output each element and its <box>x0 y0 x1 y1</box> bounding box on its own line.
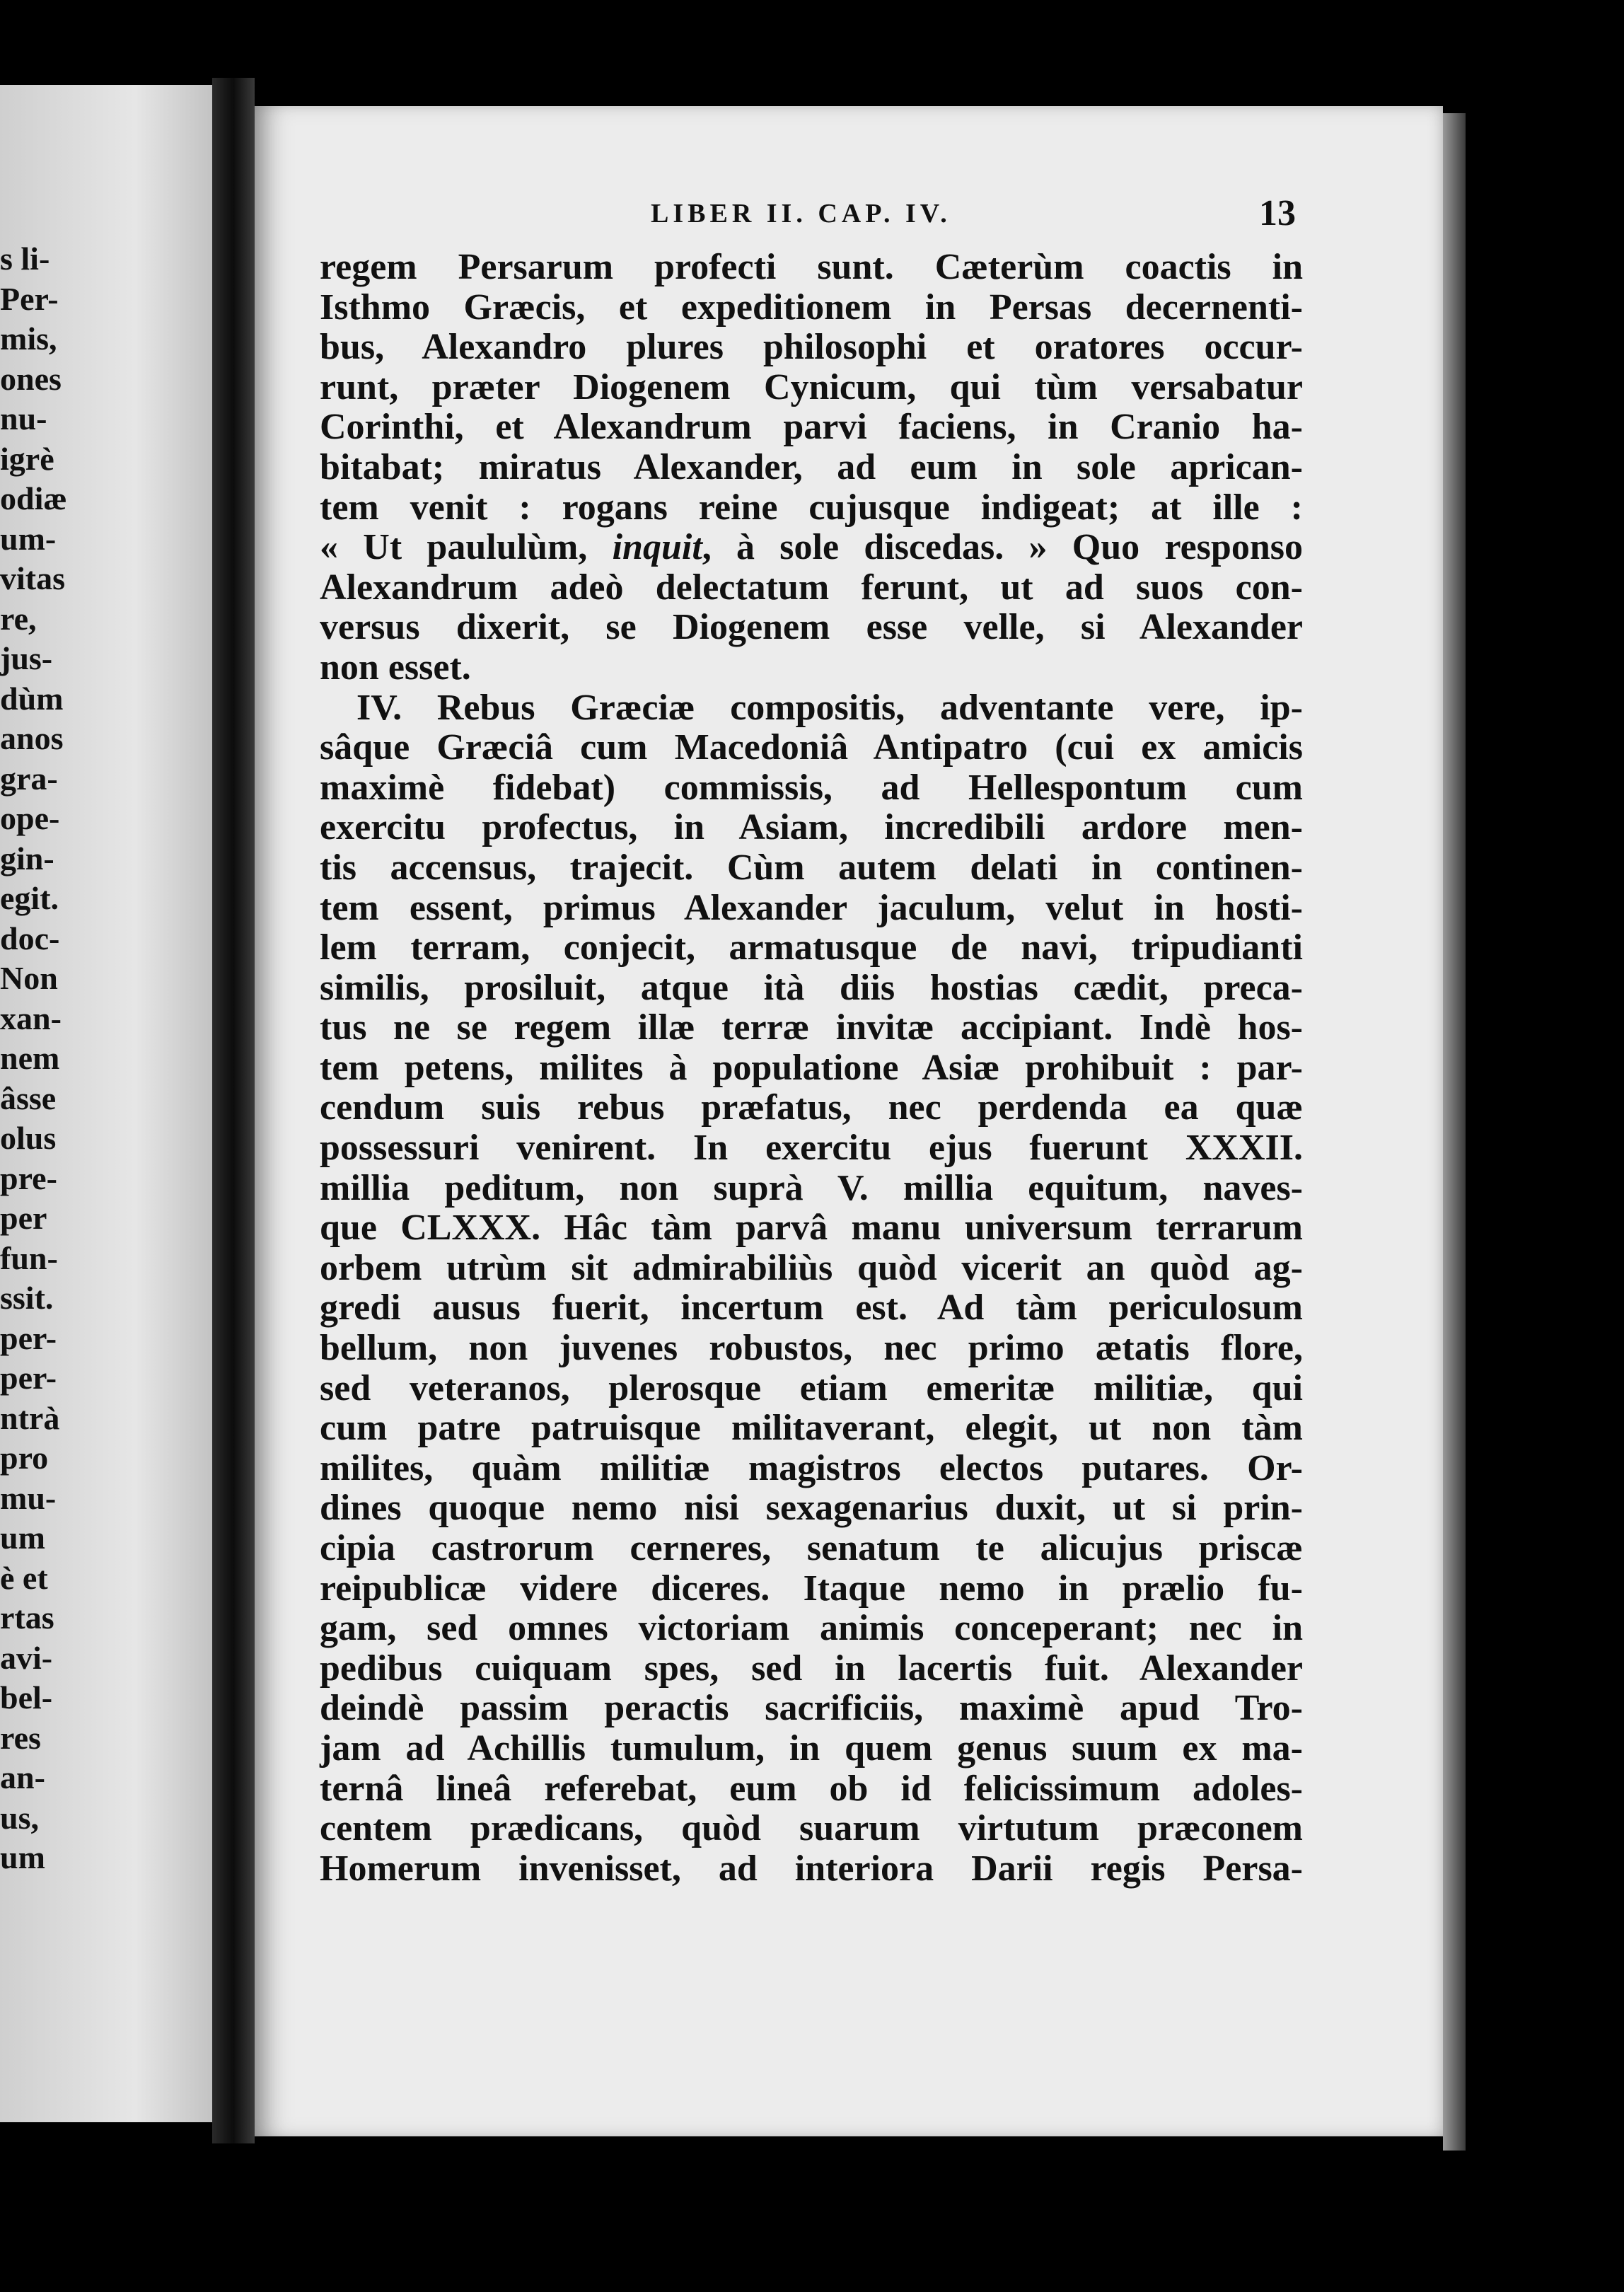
running-head <box>255 193 1443 241</box>
italic-word: inquit <box>612 527 702 568</box>
facing-page-line: um <box>0 1520 45 1556</box>
facing-page-line: um <box>0 1839 45 1875</box>
text-line: cum patre patruisque militaverant, elegit, ut non tàm <box>320 1408 1303 1449</box>
text-line: bitabat; miratus Alexander, ad eum in sole aprican- <box>320 446 1303 487</box>
text-line: deindè passim peractis sacrificiis, maximè apud Tro- <box>320 1688 1303 1729</box>
facing-page-line: mis, <box>0 320 57 357</box>
text-line: orbem utrùm sit admirabiliùs quòd vicerit an quòd ag- <box>320 1247 1303 1288</box>
facing-page-line: ope- <box>0 800 60 836</box>
page <box>255 106 1443 2136</box>
facing-page-line: ssit. <box>0 1280 54 1316</box>
text-line: tem essent, primus Alexander jaculum, velut in hosti- <box>320 887 1303 928</box>
text-line: ternâ lineâ referebat, eum ob id felicissimum adoles- <box>320 1768 1303 1809</box>
facing-page-line: per <box>0 1200 47 1236</box>
text-line: runt, præter Diogenem Cynicum, qui tùm versabatur <box>320 366 1303 407</box>
text-line: similis, prosiluit, atque ità diis hostias cædit, preca- <box>320 967 1303 1008</box>
text-line: Corinthi, et Alexandrum parvi faciens, in Cranio ha- <box>320 407 1303 448</box>
facing-page-line: s li- <box>0 241 50 277</box>
facing-page-line: anos <box>0 720 64 756</box>
facing-page-line: jus- <box>0 640 53 676</box>
facing-page-line: pre- <box>0 1159 57 1196</box>
text-line: gredi ausus fuerit, incertum est. Ad tàm periculosum <box>320 1287 1303 1329</box>
facing-page-line: Non <box>0 960 58 996</box>
facing-page-line: an- <box>0 1759 45 1795</box>
facing-page-line: re, <box>0 600 37 637</box>
text-line: IV. Rebus Græciæ compositis, adventante vere, ip- <box>356 687 1303 728</box>
text-line: dines quoque nemo nisi sexagenarius duxit, ut si prin- <box>320 1488 1303 1529</box>
facing-page-line: rtas <box>0 1599 54 1636</box>
text-line: tus ne se regem illæ terræ invitæ accipiant. Indè hos- <box>320 1007 1303 1048</box>
book-gutter <box>212 78 255 2143</box>
facing-page-line: egit. <box>0 880 59 916</box>
facing-page-line: um- <box>0 520 57 557</box>
text-line: centem prædicans, quòd suarum virtutum præconem <box>320 1808 1303 1849</box>
text-line-start: « Ut paululùm, <box>320 527 613 568</box>
page-number: 13 <box>1259 193 1296 233</box>
facing-page-line: ntrà <box>0 1399 60 1436</box>
body-text <box>320 248 1303 1889</box>
text-line: que CLXXX. Hâc tàm parvâ manu universum terrarum <box>320 1208 1303 1249</box>
facing-page-line: bel- <box>0 1679 53 1715</box>
text-line: jam ad Achillis tumulum, in quem genus suum ex ma- <box>320 1727 1303 1769</box>
facing-page-line: igrè <box>0 440 54 477</box>
facing-page-left <box>0 85 225 2122</box>
facing-page-line: olus <box>0 1120 57 1156</box>
text-line: possessuri venirent. In exercitu ejus fuerunt XXXII. <box>320 1128 1303 1169</box>
text-line: Homerum invenisset, ad interiora Darii regis Persa- <box>320 1848 1303 1889</box>
text-line: tem petens, milites à populatione Asiæ prohibuit : par- <box>320 1047 1303 1088</box>
text-line: regem Persarum profecti sunt. Cæterùm coactis in <box>320 247 1303 287</box>
facing-page-line: gra- <box>0 760 58 797</box>
facing-page-line: per- <box>0 1360 57 1396</box>
facing-page-line: è et <box>0 1559 48 1596</box>
text-line: Isthmo Græcis, et expeditionem in Persas decernenti- <box>320 286 1303 328</box>
facing-page-line: odiæ <box>0 480 67 516</box>
facing-page-line: per- <box>0 1319 57 1356</box>
facing-page-line: pro <box>0 1440 49 1476</box>
text-line: non esset. <box>320 647 471 688</box>
text-line: tis accensus, trajecit. Cùm autem delati in continen- <box>320 847 1303 888</box>
text-line: sed veteranos, plerosque etiam emeritæ militiæ, qui <box>320 1367 1303 1408</box>
text-line <box>320 528 1303 568</box>
facing-page-line: vitas <box>0 560 65 596</box>
text-line: pedibus cuiquam spes, sed in lacertis fuit. Alexander <box>320 1648 1303 1689</box>
facing-page-text <box>0 239 225 1878</box>
facing-page-line: ones <box>0 360 62 397</box>
text-line: cipia castrorum cerneres, senatum te alicujus priscæ <box>320 1528 1303 1568</box>
text-line-end: , à sole discedas. » Quo responso <box>702 527 1303 568</box>
facing-page-line: us, <box>0 1799 39 1836</box>
text-line: bellum, non juvenes robustos, nec primo ætatis flore, <box>320 1328 1303 1369</box>
facing-page-line: nu- <box>0 400 47 436</box>
text-line: gam, sed omnes victoriam animis conceperant; nec in <box>320 1608 1303 1649</box>
text-line: lem terram, conjecit, armatusque de navi, tripudianti <box>320 927 1303 968</box>
facing-page-line: âsse <box>0 1080 57 1116</box>
facing-page-line: mu- <box>0 1479 57 1516</box>
facing-page-line: xan- <box>0 1000 62 1036</box>
running-head-title: LIBER II. CAP. IV. <box>651 199 951 228</box>
text-line: exercitu profectus, in Asiam, incredibili ardore men- <box>320 807 1303 848</box>
facing-page-line: gin- <box>0 840 54 876</box>
facing-page-line: Per- <box>0 280 59 317</box>
facing-page-line: res <box>0 1719 41 1756</box>
facing-page-line: nem <box>0 1040 60 1076</box>
text-line: milites, quàm militiæ magistros electos putares. Or- <box>320 1447 1303 1488</box>
page-edge <box>1443 113 1466 2151</box>
text-line: versus dixerit, se Diogenem esse velle, si Alexander <box>320 607 1303 648</box>
text-line: millia peditum, non suprà V. millia equitum, naves- <box>320 1167 1303 1208</box>
text-line: reipublicæ videre diceres. Itaque nemo in prælio fu- <box>320 1568 1303 1609</box>
facing-page-line: dùm <box>0 680 64 717</box>
facing-page-line: doc- <box>0 920 60 956</box>
text-line: sâque Græciâ cum Macedoniâ Antipatro (cui ex amicis <box>320 727 1303 768</box>
facing-page-line: avi- <box>0 1639 53 1676</box>
text-line: bus, Alexandro plures philosophi et oratores occur- <box>320 327 1303 368</box>
text-line: tem venit : rogans reine cujusque indigeat; at ille : <box>320 487 1303 528</box>
text-line: cendum suis rebus præfatus, nec perdenda ea quæ <box>320 1087 1303 1128</box>
text-line: maximè fidebat) commissis, ad Hellespontum cum <box>320 767 1303 808</box>
facing-page-line: fun- <box>0 1239 58 1276</box>
text-line: Alexandrum adeò delectatum ferunt, ut ad suos con- <box>320 567 1303 608</box>
